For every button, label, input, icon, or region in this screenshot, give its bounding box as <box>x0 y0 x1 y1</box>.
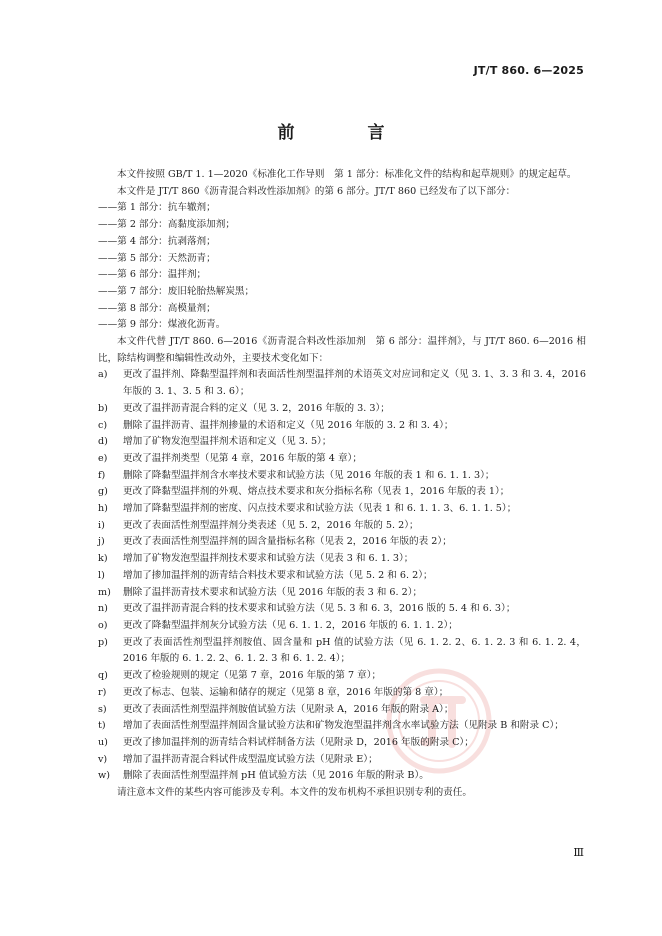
list-item: ——第 6 部分：温拌剂； <box>98 269 207 281</box>
list-item-text: 更改了检验规则的规定（见第 7 章，2016 年版的第 7 章）； <box>123 670 382 682</box>
list-item-letter: h) <box>98 503 108 515</box>
list-item-letter: q) <box>98 670 108 682</box>
list-item <box>98 601 586 618</box>
list-item-text: 增加了矿物发泡型温拌剂术语和定义（见 3. 5）； <box>123 436 332 448</box>
parts-list <box>98 200 586 334</box>
list-item <box>98 635 586 668</box>
list-item <box>98 551 586 568</box>
list-item-text: 删除了表面活性剂型温拌剂 pH 值试验方法（见 2016 年版的附录 B）。 <box>123 770 429 782</box>
list-item <box>98 534 586 551</box>
list-item <box>98 451 586 468</box>
list-item-text: 增加了表面活性剂型温拌剂固含量试验方法和矿物发泡型温拌剂含水率试验方法（见附录 B 和附录 C）； <box>123 720 564 732</box>
list-item-text: 更改了温拌剂类型（见第 4 章，2016 年版的第 4 章）； <box>123 452 362 464</box>
intro-paragraph: 本文件按照 GB/T 1. 1—2020《标准化工作导则 第 1 部分：标准化文件的结构和起草规则》的规定起草。 <box>117 169 577 180</box>
list-item-letter: i) <box>98 519 105 531</box>
list-item-text: 更改了表面活性剂型温拌剂分类表述（见 5. 2，2016 年版的 5. 2）； <box>123 519 419 531</box>
list-item <box>98 367 586 400</box>
list-item-text: 更改了标志、包装、运输和储存的规定（见第 8 章，2016 年版的第 8 章）； <box>123 686 449 698</box>
document-code: JT/T 860. 6—2025 <box>473 64 584 77</box>
list-item: ——第 1 部分：抗车辙剂； <box>98 202 216 214</box>
list-item <box>98 501 586 518</box>
list-item <box>98 668 586 685</box>
list-item <box>98 685 586 702</box>
closing-paragraph: 请注意本文件的某些内容可能涉及专利。本文件的发布机构不承担识别专利的责任。 <box>117 787 472 799</box>
list-item-text: 增加了矿物发泡型温拌剂技术要求和试验方法（见表 3 和 6. 1. 3）； <box>123 553 414 565</box>
replace-statement: 本文件代替 JT/T 860. 6—2016《沥青混合料改性添加剂 第 6 部分：温拌剂》，与 JT/T 860. 6—2016 相比，除结构调整和编辑性改动外，主要技术变化如下： <box>98 336 586 364</box>
list-item-text: 增加了温拌沥青混合料试件成型温度试验方法（见附录 E）； <box>123 753 378 765</box>
list-item <box>98 568 586 585</box>
changes-list <box>98 367 586 785</box>
list-item-letter: d) <box>98 436 108 448</box>
list-item-letter: s) <box>98 703 107 715</box>
list-item: ——第 8 部分：高模量剂； <box>98 302 216 314</box>
list-item-letter: k) <box>98 553 108 565</box>
list-item-letter: r) <box>98 686 107 698</box>
foreword-body <box>98 167 586 802</box>
list-item-text: 更改了掺加温拌剂的沥青结合料试样制备方法（见附录 D，2016 年版的附录 C）； <box>123 736 474 748</box>
list-item-letter: o) <box>98 619 108 631</box>
list-item-letter: u) <box>98 736 108 748</box>
list-item-text: 增加了掺加温拌剂的沥青结合料技术要求和试验方法（见 5. 2 和 6. 2）； <box>123 569 433 581</box>
list-item: ——第 2 部分：高黏度添加剂； <box>98 219 235 231</box>
list-item <box>98 618 586 635</box>
list-item <box>98 718 586 735</box>
list-item-letter: w) <box>98 770 110 782</box>
list-item <box>98 585 586 602</box>
list-item-text: 更改了降黏型温拌剂的外观、熔点技术要求和灰分指标名称（见表 1，2016 年版的表 1）； <box>123 486 510 498</box>
page-title: 前 言 <box>277 123 413 143</box>
list-item-text: 更改了降黏型温拌剂灰分试验方法（见 6. 1. 1. 2，2016 年版的 6. 1. 1. 2）； <box>123 619 458 631</box>
list-item-text: 更改了温拌沥青混合料的技术要求和试验方法（见 5. 3 和 6. 3，2016 版的 5. 4 和 6. 3）； <box>123 603 516 615</box>
list-item-text: 删除了降黏型温拌剂含水率技术要求和试验方法（见 2016 年版的表 1 和 6. 1. 1. 3）； <box>123 469 495 481</box>
list-item <box>98 418 586 435</box>
list-item-text: 删除了温拌沥青技术要求和试验方法（见 2016 年版的表 3 和 6. 2）； <box>123 586 423 598</box>
list-item <box>98 735 586 752</box>
list-item <box>98 434 586 451</box>
list-item-letter: t) <box>98 720 106 732</box>
intro-paragraph: 本文件是 JT/T 860《沥青混合料改性添加剂》的第 6 部分。JT/T 860 已经发布了以下部分： <box>117 185 516 197</box>
list-item <box>98 752 586 769</box>
list-item-letter: m) <box>98 586 111 598</box>
list-item-letter: e) <box>98 452 108 464</box>
list-item <box>98 401 586 418</box>
list-item-letter: v) <box>98 753 108 765</box>
list-item-letter: g) <box>98 486 108 498</box>
list-item-text: 更改了温拌沥青混合料的定义（见 3. 2，2016 年版的 3. 3）； <box>123 402 390 414</box>
list-item <box>98 768 586 785</box>
list-item <box>98 518 586 535</box>
list-item-text: 更改了表面活性剂型温拌剂的固含量指标名称（见表 2，2016 年版的表 2）； <box>123 536 452 548</box>
list-item-text: 更改了表面活性剂型温拌剂胺值、固含量和 pH 值的试验方法（见 6. 1. 2. 2、6. 1. 2. 3 和 6. 1. 2. 4，2016 年版的 6. 1. 2. 2、6. 1. 2. 3 和 6. 1. 2. 4）； <box>123 636 586 665</box>
list-item-letter: b) <box>98 402 108 414</box>
list-item-letter: a) <box>98 369 108 381</box>
page-number: Ⅲ <box>573 846 584 859</box>
list-item <box>98 484 586 501</box>
list-item-letter: f) <box>98 469 106 481</box>
list-item-text: 删除了温拌沥青、温拌剂掺量的术语和定义（见 2016 年版的 3. 2 和 3. 4）； <box>123 419 454 431</box>
list-item-text: 更改了温拌剂、降黏型温拌剂和表面活性剂型温拌剂的术语英文对应词和定义（见 3. 1、3. 3 和 3. 4，2016 年版的 3. 1、3. 5 和 3. 6）； <box>123 369 586 398</box>
list-item: ——第 9 部分：煤液化沥青。 <box>98 319 226 331</box>
list-item <box>98 468 586 485</box>
list-item <box>98 702 586 719</box>
list-item: ——第 7 部分：废旧轮胎热解炭黑； <box>98 285 255 297</box>
list-item-letter: c) <box>98 419 108 431</box>
list-item-letter: l) <box>98 569 105 581</box>
list-item-letter: p) <box>98 636 108 648</box>
list-item-text: 增加了降黏型温拌剂的密度、闪点技术要求和试验方法（见表 1 和 6. 1. 1. 3、6. 1. 1. 5）； <box>123 503 517 515</box>
list-item-letter: j) <box>98 536 105 548</box>
list-item-letter: n) <box>98 603 108 615</box>
list-item: ——第 4 部分：抗剥落剂； <box>98 235 216 247</box>
list-item-text: 更改了表面活性剂型温拌剂胺值试验方法（见附录 A，2016 年版的附录 A）； <box>123 703 454 715</box>
list-item: ——第 5 部分：天然沥青； <box>98 252 216 264</box>
